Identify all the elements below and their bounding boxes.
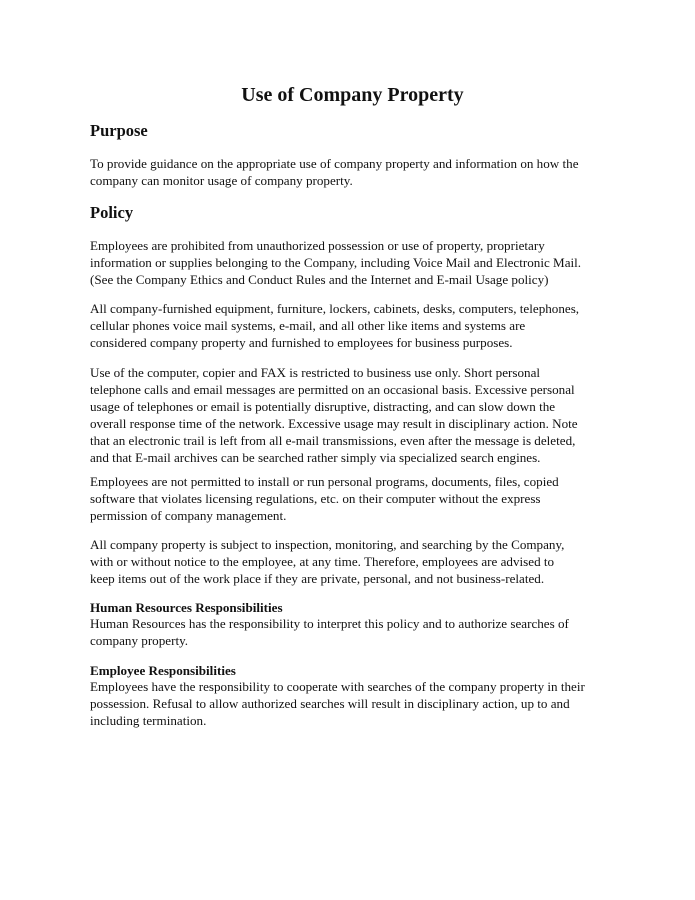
- text-line: Employees are prohibited from unauthorized possession or use of property, proprietary: [90, 238, 545, 253]
- text-line: permission of company management.: [90, 508, 287, 523]
- text-line: including termination.: [90, 713, 207, 728]
- purpose-heading: Purpose: [90, 121, 148, 140]
- employee-responsibilities-heading: Employee Responsibilities: [90, 663, 236, 678]
- text-line: (See the Company Ethics and Conduct Rules and the Internet and E-mail Usage policy): [90, 272, 549, 287]
- text-line: with or without notice to the employee, at any time. Therefore, employees are advised to: [90, 554, 555, 569]
- text-line: company property.: [90, 633, 189, 648]
- text-line: considered company property and furnished to employees for business purposes.: [90, 335, 513, 350]
- text-line: To provide guidance on the appropriate use of company property and information on how the: [90, 156, 579, 171]
- text-line: company can monitor usage of company property.: [90, 173, 353, 188]
- policy-heading: Policy: [90, 203, 134, 222]
- text-line: possession. Refusal to allow authorized searches will result in disciplinary action, up to and: [90, 696, 570, 711]
- text-line: Use of the computer, copier and FAX is restricted to business use only. Short personal: [90, 365, 541, 380]
- employee-responsibilities-paragraph: [90, 678, 610, 729]
- policy-paragraph-2: [90, 300, 610, 351]
- text-line: Employees have the responsibility to cooperate with searches of the company property in their: [90, 679, 585, 694]
- text-line: and that E-mail archives can be searched rather simply via specialized search engines.: [90, 450, 541, 465]
- policy-paragraph-4: [90, 473, 610, 524]
- text-line: Human Resources has the responsibility to interpret this policy and to authorize searches of: [90, 616, 569, 631]
- text-line: All company property is subject to inspection, monitoring, and searching by the Company,: [90, 537, 565, 552]
- text-line: Employees are not permitted to install or run personal programs, documents, files, copied: [90, 474, 559, 489]
- document-title: Use of Company Property: [241, 84, 464, 106]
- text-line: overall response time of the network. Excessive usage may result in disciplinary action. Note: [90, 416, 578, 431]
- policy-paragraph-1: [90, 237, 610, 288]
- text-line: usage of telephones or email is potentially disruptive, distracting, and can slow down the: [90, 399, 556, 414]
- text-line: keep items out of the work place if they are private, personal, and not business-related.: [90, 571, 545, 586]
- policy-paragraph-5: [90, 536, 610, 587]
- text-line: telephone calls and email messages are permitted on an occasional basis. Excessive personal: [90, 382, 575, 397]
- text-line: cellular phones voice mail systems, e-mail, and all other like items and systems are: [90, 318, 526, 333]
- text-line: that an electronic trail is left from all e-mail transmissions, even after the message is deleted,: [90, 433, 576, 448]
- hr-responsibilities-heading: Human Resources Responsibilities: [90, 600, 283, 615]
- purpose-paragraph: [90, 155, 610, 189]
- hr-responsibilities-paragraph: [90, 615, 610, 649]
- text-line: software that violates licensing regulations, etc. on their computer without the express: [90, 491, 541, 506]
- text-line: information or supplies belonging to the Company, including Voice Mail and Electronic Mail.: [90, 255, 582, 270]
- text-line: All company-furnished equipment, furniture, lockers, cabinets, desks, computers, telephones,: [90, 301, 580, 316]
- policy-paragraph-3: [90, 364, 610, 466]
